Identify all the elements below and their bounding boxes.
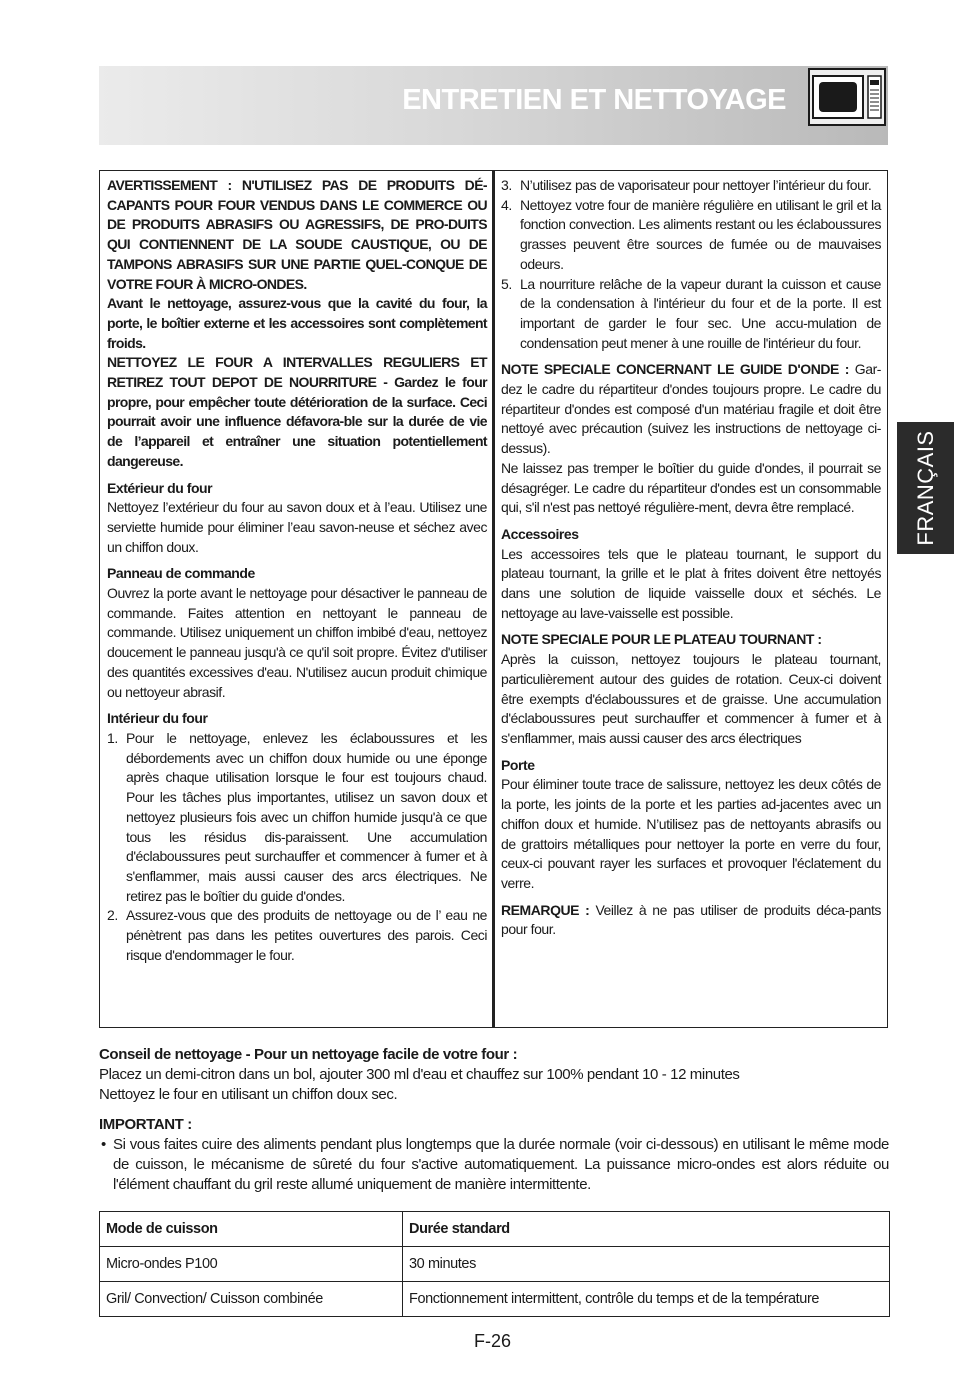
- bullet-icon: •: [101, 1136, 106, 1153]
- waveguide-text-2: Ne laissez pas tremper le boîtier du guide d'ondes, il pourrait se désagréger. Le cadre du répartiteur d'ondes est un consommable qui, s'il n'est pas nettoyé régulière-ment, devra être remplacé.: [501, 459, 881, 516]
- list-item-text: Nettoyez votre four de manière régulière en utilisant le gril et la fonction convection. Les aliments restant ou les éclaboussures grasses peuvent être sources de fumée ou de mauvaises odeurs.: [520, 196, 881, 272]
- waveguide-label: NOTE SPECIALE CONCERNANT LE GUIDE D'ONDE :: [501, 361, 849, 378]
- warning-cold-text: Avant le nettoyage, assurez-vous que la cavité du four, la porte, le boîtier externe et les accessoires sont complètement froids.: [107, 295, 487, 351]
- table-cell: Fonctionnement intermittent, contrôle du temps et de la température: [403, 1282, 890, 1317]
- left-column: [107, 176, 487, 965]
- list-item: [107, 906, 487, 965]
- table-header: Durée standard: [403, 1212, 890, 1247]
- tip-line-1: Placez un demi-citron dans un bol, ajouter 300 ml d'eau et chauffez sur 100% pendant 10 - 12 minutes: [99, 1066, 740, 1083]
- turntable-text: Après la cuisson, nettoyez toujours le plateau tournant, particulièrement autour des guides de rotation. Ceux-ci doivent être exempts d'éclaboussures et de graisse. Une accumulation d'éclaboussures peut surchauffer et commencer à fumer et à s'enflammer, mais aussi causer des arcs électriques: [501, 651, 881, 746]
- language-label: FRANÇAIS: [912, 430, 938, 546]
- door-heading: Porte: [501, 756, 535, 773]
- language-tab: [897, 422, 954, 554]
- list-item: [501, 275, 881, 354]
- page-title: ENTRETIEN ET NETTOYAGE: [402, 84, 786, 116]
- interior-list: [107, 729, 487, 965]
- remark-label: REMARQUE :: [501, 901, 590, 918]
- turntable-heading: NOTE SPECIALE POUR LE PLATEAU TOURNANT :: [501, 631, 822, 648]
- accessories-heading: Accessoires: [501, 525, 579, 542]
- important-section: [99, 1115, 889, 1195]
- warning-regular-text: NETTOYEZ LE FOUR A INTERVALLES REGULIERS ET RETIREZ TOUT DEPOT DE NOURRITURE - Gardez le four propre, pour empêcher toute détérioration de la surface. Ceci pourrait avoir une influence défavora-ble sur la durée de vie de l’appareil et entraîner une situation potentiellement dangereuse.: [107, 354, 487, 469]
- control-panel-text: Ouvrez la porte avant le nettoyage pour désactiver le panneau de commande. Faites attention en nettoyant le panneau de commande. Utilisez uniquement un chiffon imbibé d'eau, nettoyez doucement le panneau jusqu'à ce qu'il soit propre. Évitez d'utiliser des quantités excessives d'eau. N'utilisez aucun produit chimique ou nettoyeur abrasif.: [107, 585, 487, 700]
- list-item-number: 2.: [107, 907, 118, 924]
- microwave-icon: [808, 68, 886, 126]
- important-heading: IMPORTANT :: [99, 1116, 192, 1133]
- exterior-text: Nettoyez l’extérieur du four au savon doux et à l’eau. Utilisez une serviette humide pour éliminer l’eau savon-neuse et séchez avec un chiffon doux.: [107, 499, 487, 555]
- waveguide-text: Gar-dez le cadre du répartiteur d'ondes toujours propre. Le cadre du répartiteur d'ondes est composé d'un matériau fragile et doit être nettoyé avec précaution (suivez les instructions de nettoyage ci-dessus).: [501, 361, 881, 457]
- list-item-text: Pour le nettoyage, enlevez les éclaboussures et les débordements avec un chiffon doux humide ou une éponge après chaque utilisation lorsque le four est toujours chaud. Pour les tâches plus importantes, utilisez un savon doux et nettoyez plusieurs fois avec un chiffon humide jusqu'à ce que tous les résidus dis-paraissent. Une accumulation d'éclaboussures peut surchauffer et commencer à fumer et à s'enflammer, mais aussi causer des arcs électriques. Ne retirez pas le boîtier du guide d'ondes.: [126, 729, 487, 904]
- section-header: [99, 66, 888, 145]
- list-item-text: Assurez-vous que des produits de nettoyage ou de l’ eau ne pénètrent pas dans les petites ouvertures des parois. Ceci risque d'endommager le four.: [126, 907, 487, 963]
- table-row: [100, 1247, 890, 1282]
- list-item-number: 3.: [501, 177, 512, 193]
- list-item: [501, 176, 881, 196]
- right-column: [501, 176, 881, 940]
- interior-list-continued: [501, 176, 881, 353]
- interior-heading: Intérieur du four: [107, 710, 208, 727]
- accessories-text: Les accessoires tels que le plateau tournant, le support du plateau tournant, la grille et le plat à frites doivent être nettoyés dans une solution de liquide vaisselle doux et séchés. Le nettoyage au lave-vaisselle est possible.: [501, 545, 881, 621]
- list-item-number: 5.: [501, 275, 512, 292]
- table-header: Mode de cuisson: [100, 1212, 403, 1247]
- list-item-text: N’utilisez pas de vaporisateur pour nettoyer l’intérieur du four.: [520, 177, 872, 193]
- important-text: Si vous faites cuire des aliments pendant plus longtemps que la durée normale (voir ci-dessous) en utilisant le même mode de cuisson, le mécanisme de sûreté du four s'active automatiquement. La puissance micro-ondes est alors réduite ou l'élément chauffant du gril reste allumé uniquement de manière intermittente.: [113, 1136, 889, 1193]
- tip-heading: Conseil de nettoyage - Pour un nettoyage facile de votre four :: [99, 1046, 518, 1063]
- remark-text: Veillez à ne pas utiliser de produits déca-pants pour four.: [501, 901, 881, 938]
- table-row: [100, 1282, 890, 1317]
- column-divider: [492, 170, 495, 1028]
- door-text: Pour éliminer toute trace de salissure, nettoyez les deux côtés de la porte, les joints de la porte et les parties ad-jacentes avec un chiffon doux et humide. N’utilisez pas de nettoyants abrasifs ou de grattoirs métalliques pour nettoyer la porte en verre du four, ceux-ci pouvant rayer les surfaces et provoquer l'éclatement du verre.: [501, 776, 881, 891]
- table-header-row: [100, 1212, 890, 1247]
- control-panel-heading: Panneau de commande: [107, 565, 255, 582]
- list-item: [501, 196, 881, 275]
- warning-text: AVERTISSEMENT : N'UTILISEZ PAS DE PRODUITS DÉ-CAPANTS POUR FOUR VENDUS DANS LE COMMERCE OU DE PRODUITS ABRASIFS OU AGRESSIFS, DE PRO-DUITS QUI CONTIENNENT DE LA SOUDE CAUSTIQUE, OU DE TAMPONS ABRASIFS SUR UNE PARTIE QUEL-CONQUE DE VOTRE FOUR À MICRO-ONDES.: [107, 177, 487, 292]
- exterior-heading: Extérieur du four: [107, 479, 213, 496]
- cleaning-tip: [99, 1045, 889, 1105]
- list-item-number: 1.: [107, 729, 118, 746]
- table-cell: Micro-ondes P100: [100, 1247, 403, 1282]
- table-cell: Gril/ Convection/ Cuisson combinée: [100, 1282, 403, 1317]
- tip-line-2: Nettoyez le four en utilisant un chiffon doux sec.: [99, 1086, 398, 1103]
- important-item: [99, 1135, 889, 1195]
- cooking-duration-table: [99, 1211, 890, 1317]
- table-cell: 30 minutes: [403, 1247, 890, 1282]
- list-item-text: La nourriture relâche de la vapeur durant la cuisson et cause de la condensation à l'intérieur du four et de la porte. Il est important de garder le four sec. Une accu-mulation de condensation peut mener à une rouille de l'intérieur du four.: [520, 275, 881, 351]
- list-item-number: 4.: [501, 196, 512, 213]
- list-item: [107, 729, 487, 906]
- page-number: F-26: [474, 1331, 512, 1351]
